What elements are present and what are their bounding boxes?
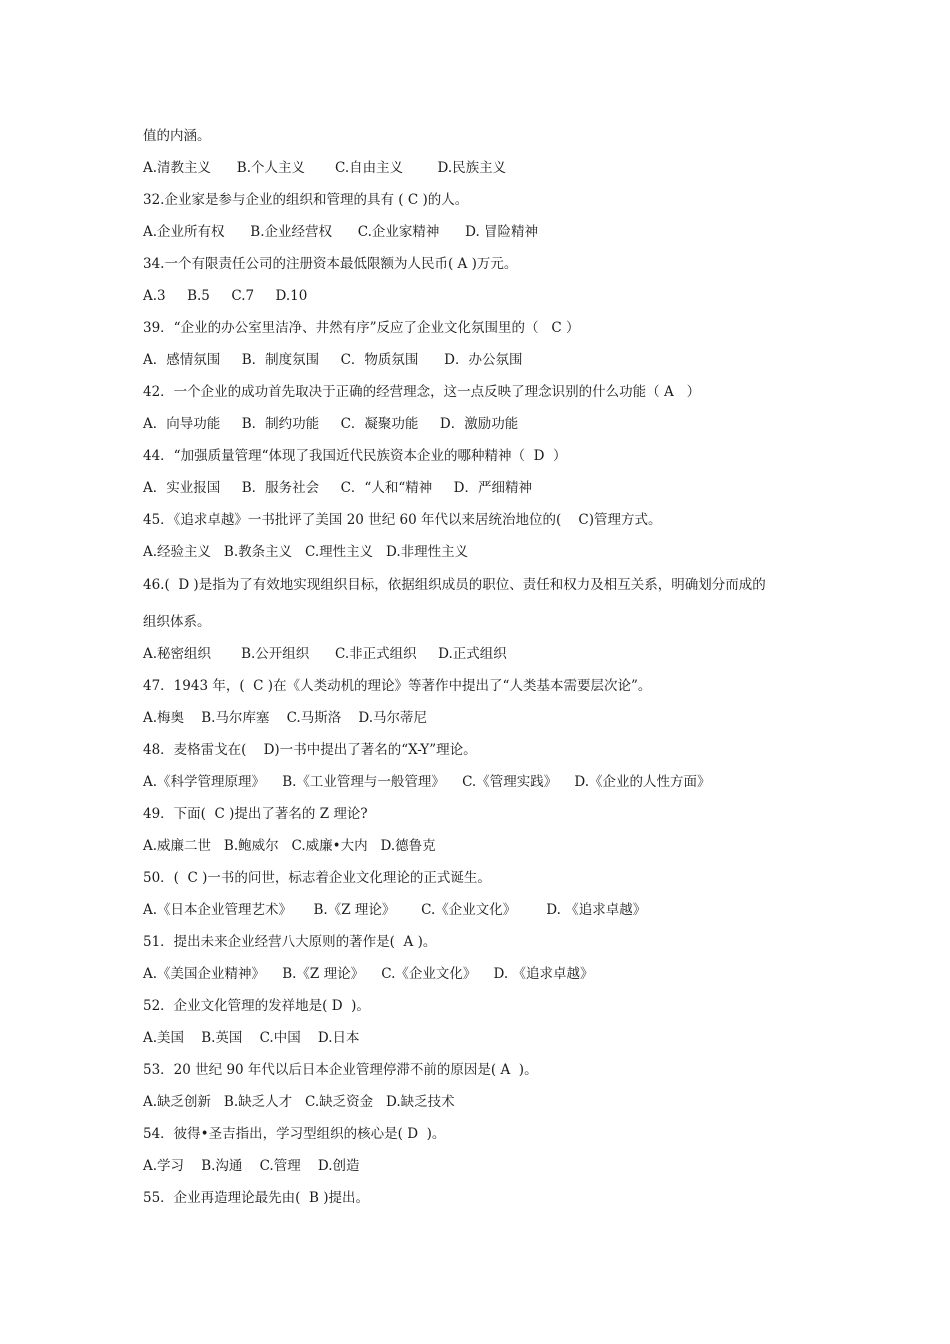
answer-options: A.《日本企业管理艺术》 B.《Z 理论》 C.《企业文化》 D. 《追求卓越》 <box>143 902 647 918</box>
question-49: 49．下面( C )提出了著名的 Z 理论? <box>143 806 368 822</box>
question-55: 55．企业再造理论最先由( B )提出。 <box>143 1190 370 1206</box>
answer-options: A.缺乏创新 B.缺乏人才 C.缺乏资金 D.缺乏技术 <box>143 1094 455 1110</box>
question-45: 45．《追求卓越》一书批评了美国 20 世纪 60 年代以来居统治地位的( C)管理方式。 <box>143 512 662 528</box>
answer-options: A.威廉二世 B.鲍威尔 C.威廉•大内 D.德鲁克 <box>143 838 436 854</box>
question-44: 44．“加强质量管理“体现了我国近代民族资本企业的哪种精神（ D ） <box>143 448 567 464</box>
question-39: 39．“企业的办公室里洁净、井然有序”反应了企业文化氛围里的（ C ） <box>143 320 580 336</box>
text-line: 值的内涵。 <box>143 128 211 144</box>
answer-options: A.3 B.5 C.7 D.10 <box>143 288 308 304</box>
question-42: 42．一个企业的成功首先取决于正确的经营理念，这一点反映了理念识别的什么功能（ A ） <box>143 384 701 400</box>
question-51: 51．提出未来企业经营八大原则的著作是( A )。 <box>143 934 437 950</box>
question-47: 47．1943 年，( C )在《人类动机的理论》等著作中提出了“人类基本需要层次论”。 <box>143 678 652 694</box>
answer-options: A.企业所有权 B.企业经营权 C.企业家精神 D. 冒险精神 <box>143 224 539 240</box>
answer-options: A.经验主义 B.教条主义 C.理性主义 D.非理性主义 <box>143 544 469 560</box>
answer-options: A．向导功能 B．制约功能 C．凝聚功能 D．激励功能 <box>143 416 519 432</box>
answer-options: A.《美国企业精神》 B.《Z 理论》 C.《企业文化》 D. 《追求卓越》 <box>143 966 594 982</box>
answer-options: A.学习 B.沟通 C.管理 D.创造 <box>143 1158 360 1174</box>
question-34: 34.一个有限责任公司的注册资本最低限额为人民币( A )万元。 <box>143 256 518 272</box>
answer-options: A.秘密组织 B.公开组织 C.非正式组织 D.正式组织 <box>143 646 507 662</box>
answer-options: A.美国 B.英国 C.中国 D.日本 <box>143 1030 360 1046</box>
question-46: 46.( D )是指为了有效地实现组织目标，依据组织成员的职位、责任和权力及相互关系，明确划分而成的 <box>143 577 766 593</box>
question-32: 32.企业家是参与企业的组织和管理的具有 ( C )的人。 <box>143 192 469 208</box>
question-52: 52．企业文化管理的发祥地是( D )。 <box>143 998 370 1014</box>
question-54: 54．彼得•圣吉指出，学习型组织的核心是( D )。 <box>143 1126 446 1142</box>
question-48: 48．麦格雷戈在( D)一书中提出了著名的“X-Y”理论。 <box>143 742 477 758</box>
answer-options: A.《科学管理原理》 B.《工业管理与一般管理》 C.《管理实践》 D.《企业的人性方面》 <box>143 774 711 790</box>
question-46-continued: 组织体系。 <box>143 614 211 630</box>
question-50: 50．( C )一书的问世，标志着企业文化理论的正式诞生。 <box>143 870 491 886</box>
question-53: 53．20 世纪 90 年代以后日本企业管理停滞不前的原因是( A )。 <box>143 1062 538 1078</box>
answer-options: A．感情氛围 B．制度氛围 C．物质氛围 D．办公氛围 <box>143 352 523 368</box>
answer-options: A．实业报国 B．服务社会 C．“人和“精神 D．严细精神 <box>143 480 532 496</box>
answer-options: A.梅奥 B.马尔库塞 C.马斯洛 D.马尔蒂尼 <box>143 710 428 726</box>
answer-options: A.清教主义 B.个人主义 C.自由主义 D.民族主义 <box>143 160 507 176</box>
